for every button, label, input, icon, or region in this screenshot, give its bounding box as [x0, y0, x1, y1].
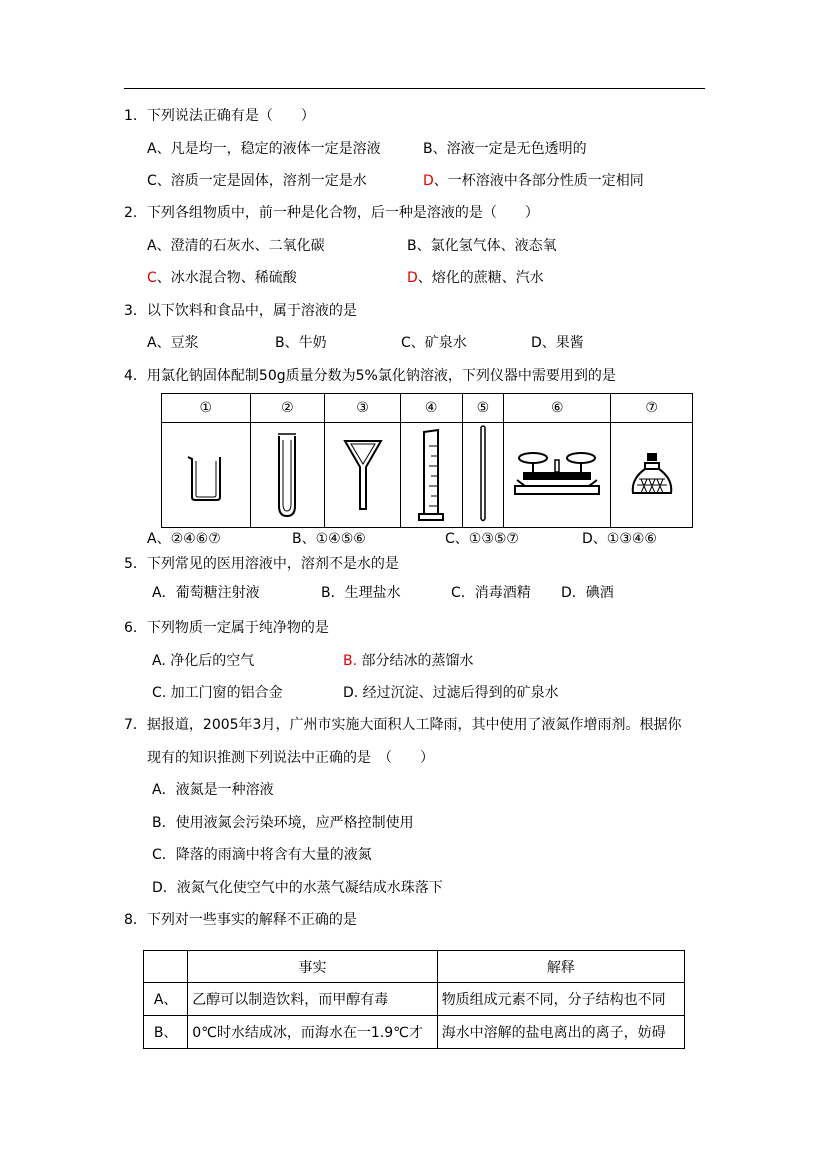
alcohol-lamp-cell — [611, 423, 693, 528]
q3-option-a: A、豆浆 — [147, 335, 199, 351]
apparatus-header-2: ② — [250, 394, 325, 423]
funnel-icon — [343, 435, 383, 515]
apparatus-header-3: ③ — [325, 394, 401, 423]
q6-option-d: D. 经过沉淀、过滤后得到的矿泉水 — [343, 685, 559, 701]
q6-option-b-text: 部分结冰的蒸馏水 — [357, 653, 474, 669]
q5-option-d: D．碘酒 — [561, 585, 614, 601]
graduated-cylinder-icon — [416, 426, 446, 524]
q7-option-a: A．液氮是一种溶液 — [152, 782, 274, 798]
apparatus-header-4: ④ — [400, 394, 462, 423]
q7-stem-line2: 现有的知识推测下列说法中正确的是 （ ） — [147, 750, 434, 766]
q4-option-a: A、②④⑥⑦ — [147, 531, 221, 547]
facts-table-header-explain: 解释 — [437, 951, 684, 983]
facts-row-fact: 0℃时水结成冰，而海水在一1.9℃才 — [188, 1016, 437, 1049]
facts-table-corner — [144, 951, 188, 983]
facts-row-label: A、 — [144, 983, 188, 1016]
balance-cell — [504, 423, 611, 528]
q5-option-b: B．生理盐水 — [321, 585, 401, 601]
q1-option-c: C、溶质一定是固体，溶剂一定是水 — [147, 173, 367, 189]
q2-stem: 2．下列各组物质中，前一种是化合物，后一种是溶液的是（ ） — [124, 205, 539, 221]
apparatus-table — [161, 393, 693, 528]
facts-table-row — [144, 1016, 685, 1049]
balance-icon — [511, 450, 603, 500]
alcohol-lamp-icon — [627, 449, 677, 501]
q5-option-c: C．消毒酒精 — [451, 585, 531, 601]
q3-option-d: D、果酱 — [531, 335, 584, 351]
q2-option-b: B、氯化氢气体、液态氧 — [407, 238, 557, 254]
q1-option-d-text: 、一杯溶液中各部分性质一定相同 — [433, 173, 644, 189]
facts-table — [143, 950, 685, 1049]
q2-option-a: A、澄清的石灰水、二氧化碳 — [147, 238, 325, 254]
q4-stem: 4．用氯化钠固体配制50g质量分数为5%氯化钠溶液，下列仪器中需要用到的是 — [124, 368, 616, 384]
q1-option-a: A、凡是均一，稳定的液体一定是溶液 — [147, 141, 381, 157]
q4-option-c: C、①③⑤⑦ — [445, 531, 519, 547]
q2-option-d-letter: D — [407, 270, 418, 286]
q1-stem: 1．下列说法正确有是（ ） — [124, 108, 315, 124]
q6-option-b-letter: B. — [343, 653, 358, 669]
q6-option-c: C. 加工门窗的铝合金 — [152, 685, 283, 701]
q7-stem-line1: 7．据报道，2005年3月，广州市实施大面积人工降雨，其中使用了液氮作增雨剂。根据你 — [124, 717, 682, 733]
q6-option-a: A. 净化后的空气 — [152, 653, 255, 669]
q7-option-b: B．使用液氮会污染环境，应严格控制使用 — [152, 815, 414, 831]
q2-option-c — [147, 269, 297, 287]
facts-table-header-fact: 事实 — [188, 951, 437, 983]
apparatus-header-7: ⑦ — [611, 394, 693, 423]
header-rule — [124, 88, 705, 89]
q1-option-b: B、溶液一定是无色透明的 — [423, 141, 587, 157]
q8-stem: 8．下列对一些事实的解释不正确的是 — [124, 912, 357, 928]
q1-option-d — [423, 172, 644, 190]
q2-option-d-text: 、熔化的蔗糖、汽水 — [417, 270, 544, 286]
apparatus-header-6: ⑥ — [504, 394, 611, 423]
test-tube-icon — [272, 430, 302, 520]
q3-option-b: B、牛奶 — [275, 335, 327, 351]
apparatus-header-5: ⑤ — [462, 394, 504, 423]
q4-option-b: B、①④⑤⑥ — [292, 531, 366, 547]
glass-rod-cell — [462, 423, 504, 528]
facts-row-explain: 海水中溶解的盐电离出的离子，妨碍 — [437, 1016, 684, 1049]
graduated-cylinder-cell — [400, 423, 462, 528]
q7-option-d: D．液氮气化使空气中的水蒸气凝结成水珠落下 — [152, 880, 443, 896]
test-tube-cell — [250, 423, 325, 528]
beaker-cell — [162, 423, 251, 528]
q5-stem: 5．下列常见的医用溶液中，溶剂不是水的是 — [124, 556, 399, 572]
q4-option-d: D、①③④⑥ — [582, 531, 657, 547]
facts-table-row — [144, 983, 685, 1016]
facts-row-explain: 物质组成元素不同，分子结构也不同 — [437, 983, 684, 1016]
funnel-cell — [325, 423, 401, 528]
beaker-icon — [184, 447, 228, 503]
q7-option-c: C．降落的雨滴中将含有大量的液氮 — [152, 847, 372, 863]
glass-rod-icon — [473, 423, 493, 527]
q6-stem: 6．下列物质一定属于纯净物的是 — [124, 620, 329, 636]
facts-row-label: B、 — [144, 1016, 188, 1049]
q3-option-c: C、矿泉水 — [401, 335, 467, 351]
q6-option-b — [343, 652, 474, 670]
q3-stem: 3．以下饮料和食品中，属于溶液的是 — [124, 303, 357, 319]
apparatus-header-1: ① — [162, 394, 251, 423]
q1-option-d-letter: D — [423, 173, 434, 189]
q2-option-d — [407, 269, 544, 287]
q2-option-c-text: 、冰水混合物、稀硫酸 — [156, 270, 297, 286]
facts-row-fact: 乙醇可以制造饮料，而甲醇有毒 — [188, 983, 437, 1016]
q5-option-a: A．葡萄糖注射液 — [152, 585, 260, 601]
q2-option-c-letter: C — [147, 270, 157, 286]
